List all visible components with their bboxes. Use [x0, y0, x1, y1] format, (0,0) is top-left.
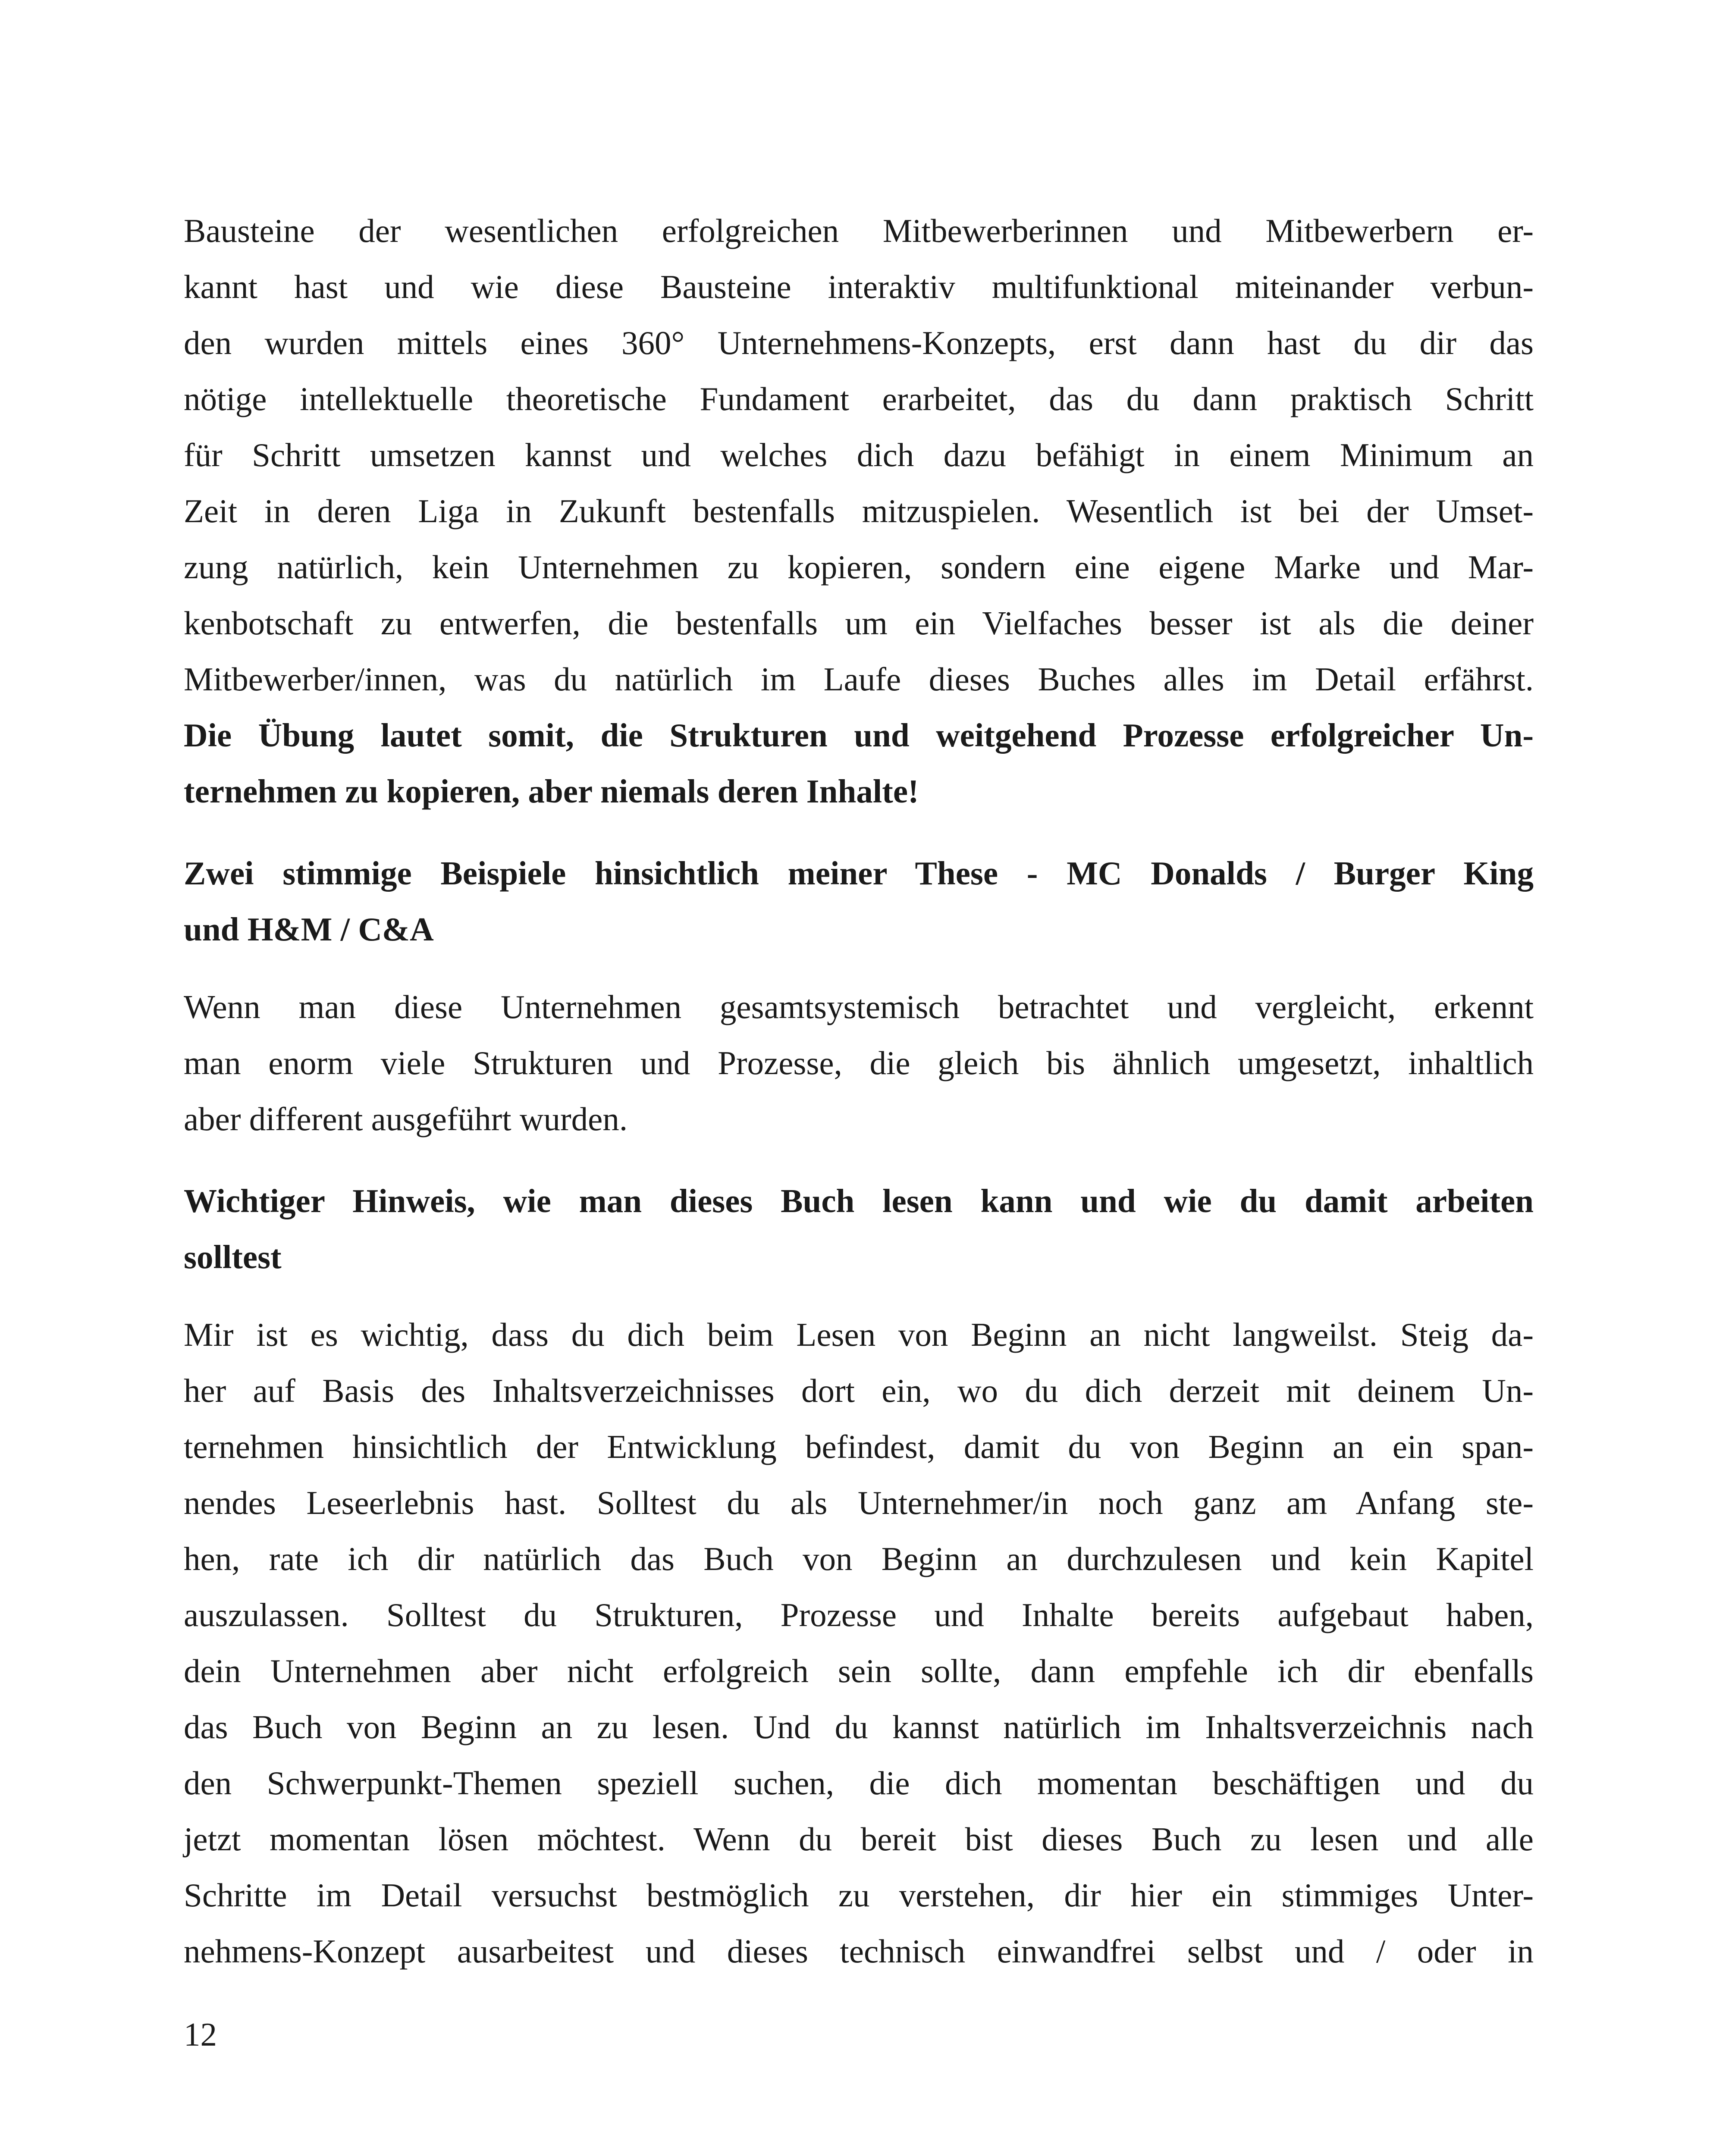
paragraph-examples [184, 979, 1534, 1147]
text-line: her auf Basis des Inhaltsverzeichnisses dort ein, wo du dich derzeit mit deinem Un- [184, 1372, 1534, 1409]
section-heading [184, 1173, 1534, 1285]
text-line: man enorm viele Strukturen und Prozesse, die gleich bis ähnlich umgesetzt, inhaltlich [184, 1044, 1534, 1081]
text-line: nehmens-Konzept ausarbeitest und dieses technisch einwandfrei selbst und / oder in [184, 1933, 1534, 1970]
paragraph-intro [184, 203, 1534, 819]
text-line: den wurden mittels eines 360° Unternehmens-Konzepts, erst dann hast du dir das [184, 324, 1534, 361]
text-line: jetzt momentan lösen möchtest. Wenn du bereit bist dieses Buch zu lesen und alle [184, 1821, 1534, 1858]
text-line: Zeit in deren Liga in Zukunft bestenfalls mitzuspielen. Wesentlich ist bei der Umset- [184, 492, 1534, 530]
emphasis-line: Die Übung lautet somit, die Strukturen und weitgehend Prozesse erfolgreicher Un- [184, 717, 1534, 754]
emphasis-line: ternehmen zu kopieren, aber niemals deren Inhalte! [184, 773, 919, 810]
text-line: aber different ausgeführt wurden. [184, 1100, 628, 1138]
text-line: Wenn man diese Unternehmen gesamtsystemisch betrachtet und vergleicht, erkennt [184, 988, 1534, 1025]
text-line: kenbotschaft zu entwerfen, die bestenfalls um ein Vielfaches besser ist als die deiner [184, 605, 1534, 642]
heading-line: und H&M / C&A [184, 911, 434, 948]
text-line: ternehmen hinsichtlich der Entwicklung befindest, damit du von Beginn an ein span- [184, 1428, 1534, 1465]
heading-line: Wichtiger Hinweis, wie man dieses Buch lesen kann und wie du damit arbeiten [184, 1182, 1534, 1219]
text-line: Schritte im Detail versuchst bestmöglich zu verstehen, dir hier ein stimmiges Unter- [184, 1877, 1534, 1914]
heading-line: solltest [184, 1238, 282, 1275]
text-line: dein Unternehmen aber nicht erfolgreich sein sollte, dann empfehle ich dir ebenfalls [184, 1652, 1534, 1689]
text-line: das Buch von Beginn an zu lesen. Und du kannst natürlich im Inhaltsverzeichnis nach [184, 1708, 1534, 1745]
text-line: zung natürlich, kein Unternehmen zu kopieren, sondern eine eigene Marke und Mar- [184, 548, 1534, 586]
text-line: den Schwerpunkt-Themen speziell suchen, die dich momentan beschäftigen und du [184, 1764, 1534, 1802]
section-heading [184, 845, 1534, 957]
text-line: auszulassen. Solltest du Strukturen, Prozesse und Inhalte bereits aufgebaut haben, [184, 1596, 1534, 1633]
page-body [184, 203, 1534, 1979]
page-number: 12 [184, 2016, 217, 2053]
text-line: für Schritt umsetzen kannst und welches dich dazu befähigt in einem Minimum an [184, 436, 1534, 473]
text-line: kannt hast und wie diese Bausteine interaktiv multifunktional miteinander verbun- [184, 268, 1534, 305]
text-line: hen, rate ich dir natürlich das Buch von Beginn an durchzulesen und kein Kapitel [184, 1540, 1534, 1577]
text-line: Mir ist es wichtig, dass du dich beim Lesen von Beginn an nicht langweilst. Steig da- [184, 1316, 1534, 1353]
text-line: nendes Leseerlebnis hast. Solltest du als Unternehmer/in noch ganz am Anfang ste- [184, 1484, 1534, 1521]
text-line: Bausteine der wesentlichen erfolgreichen Mitbewerberinnen und Mitbewerbern er- [184, 212, 1534, 249]
text-line: nötige intellektuelle theoretische Fundament erarbeitet, das du dann praktisch Schritt [184, 380, 1534, 417]
heading-line: Zwei stimmige Beispiele hinsichtlich meiner These - MC Donalds / Burger King [184, 855, 1534, 892]
paragraph-reading-guide [184, 1307, 1534, 1979]
text-line: Mitbewerber/innen, was du natürlich im Laufe dieses Buches alles im Detail erfährst. [184, 661, 1534, 698]
